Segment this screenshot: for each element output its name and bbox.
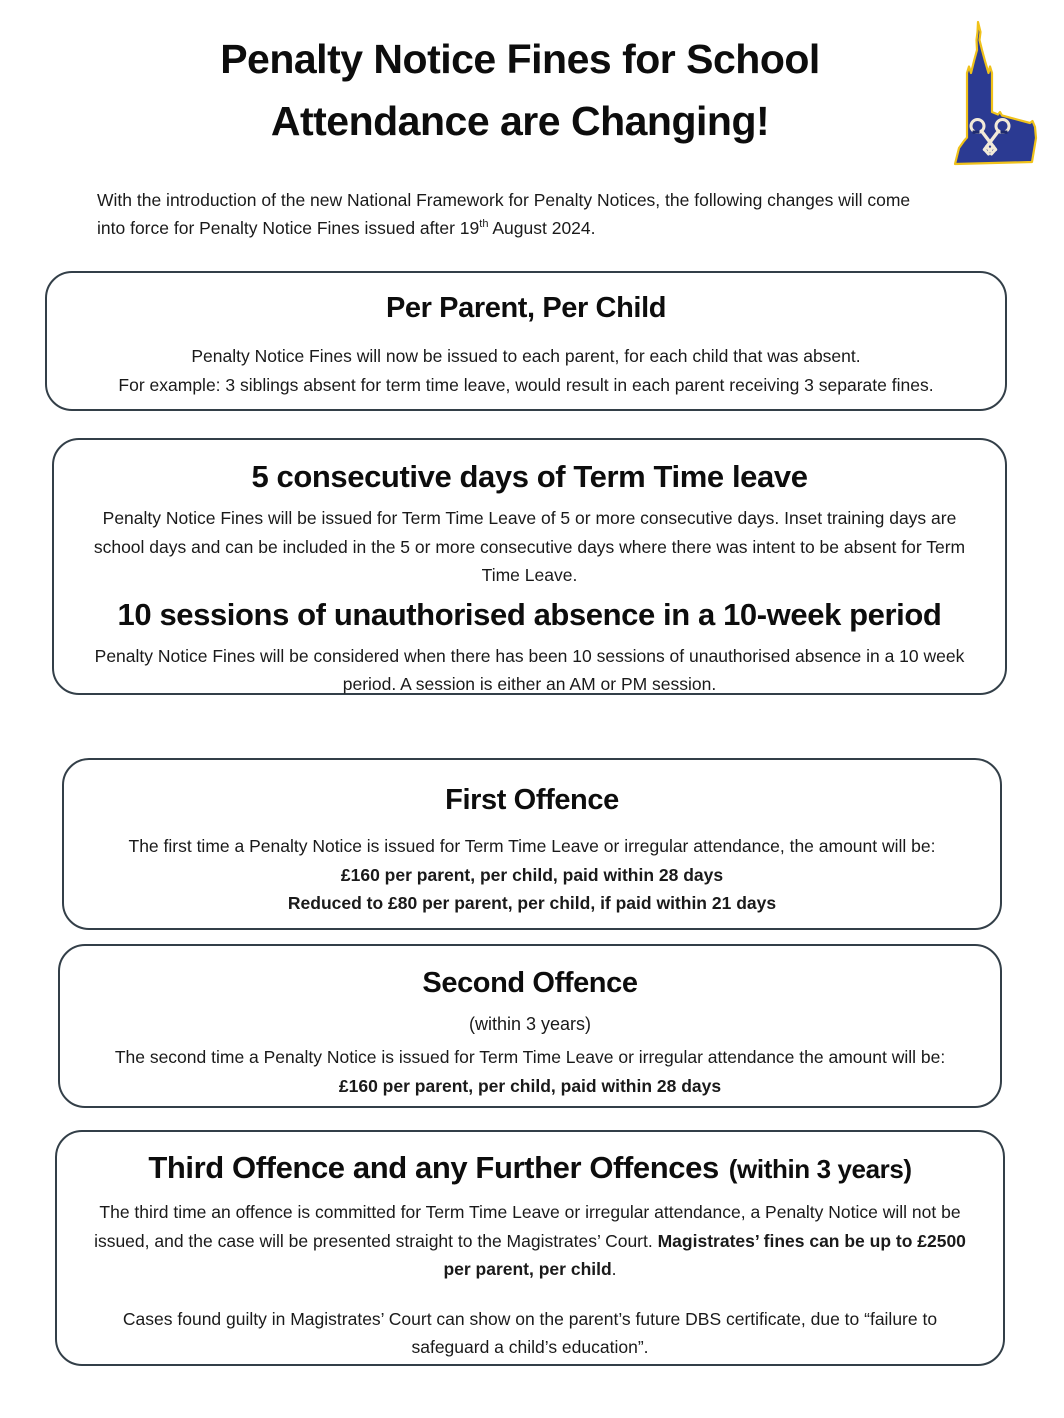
magistrates-fine-amount: Magistrates’ fines can be up to £2500 per parent, per child <box>443 1230 966 1279</box>
second-offence-timeframe: (within 3 years) <box>468 1014 592 1034</box>
info-box-second-offence <box>58 944 1002 1108</box>
box-heading: Second Offence <box>422 967 638 999</box>
box-body <box>73 342 979 399</box>
consecutive-days-text: Penalty Notice Fines will be issued for Term Time Leave of 5 or more consecutive days. Inset training days are school days and can be included in the 5 or more consecutive days where there was intent to be absent for Term Time Leave. <box>93 508 966 585</box>
unauthorised-absence-text: Penalty Notice Fines will be considered when there has been 10 sessions of unauthorised absence in a 10 week period. A session is either an AM or PM session. <box>94 645 965 694</box>
heading-main: Third Offence and any Further Offences <box>148 1150 719 1185</box>
info-box-per-parent-per-child <box>45 271 1007 411</box>
page-title-line1: Penalty Notice Fines for School <box>220 36 820 82</box>
first-offence-fine-amount: £160 per parent, per child, paid within 28 days <box>340 864 724 885</box>
box-heading: Per Parent, Per Child <box>385 292 667 324</box>
body-line: Penalty Notice Fines will now be issued to each parent, for each child that was absent. <box>191 346 861 366</box>
info-box-first-offence <box>62 758 1002 930</box>
third-offence-text-normal: The third time an offence is committed for Term Time Leave or irregular attendance, a Penalty Notice will not be issued, and the case will be presented straight to the Magistrates’ Court. <box>94 1202 961 1251</box>
school-crest-logo <box>942 20 1042 170</box>
info-box-third-offence <box>55 1130 1005 1366</box>
third-offence-text <box>83 1198 977 1284</box>
info-box-term-time-rules <box>52 438 1007 695</box>
second-offence-fine-amount: £160 per parent, per child, paid within 28 days <box>338 1075 722 1096</box>
page-title-line2: Attendance are Changing! <box>270 98 770 144</box>
box-heading: First Offence <box>445 784 619 816</box>
box-heading <box>83 1148 977 1189</box>
ordinal-superscript: th <box>479 217 489 230</box>
second-offence-text: The second time a Penalty Notice is issued for Term Time Leave or irregular attendance the amount will be: <box>114 1047 946 1067</box>
intro-paragraph <box>97 186 925 242</box>
intro-text-end: August 2024. <box>488 217 596 238</box>
church-silhouette-icon <box>955 22 1036 164</box>
heading-timeframe-note: (within 3 years) <box>728 1154 912 1184</box>
page-title <box>45 28 995 152</box>
third-offence-text-tail: . <box>611 1259 617 1279</box>
dbs-certificate-text: Cases found guilty in Magistrates’ Court can show on the parent’s future DBS certificate, due to “failure to safeguard a child’s education”. <box>122 1308 938 1357</box>
first-offence-reduced-amount: Reduced to £80 per parent, per child, if paid within 21 days <box>287 893 777 913</box>
box-heading-unauthorised-absence: 10 sessions of unauthorised absence in a 10-week period <box>117 596 942 632</box>
body-line: For example: 3 siblings absent for term time leave, would result in each parent receiving 3 separate fines. <box>118 374 934 395</box>
box-heading-consecutive-days: 5 consecutive days of Term Time leave <box>251 459 808 494</box>
first-offence-text: The first time a Penalty Notice is issued for Term Time Leave or irregular attendance, the amount will be: <box>128 836 936 856</box>
intro-text-start: With the introduction of the new National Framework for Penalty Notices, the following changes will come into force for Penalty Notice Fines issued after 19 <box>97 189 911 238</box>
